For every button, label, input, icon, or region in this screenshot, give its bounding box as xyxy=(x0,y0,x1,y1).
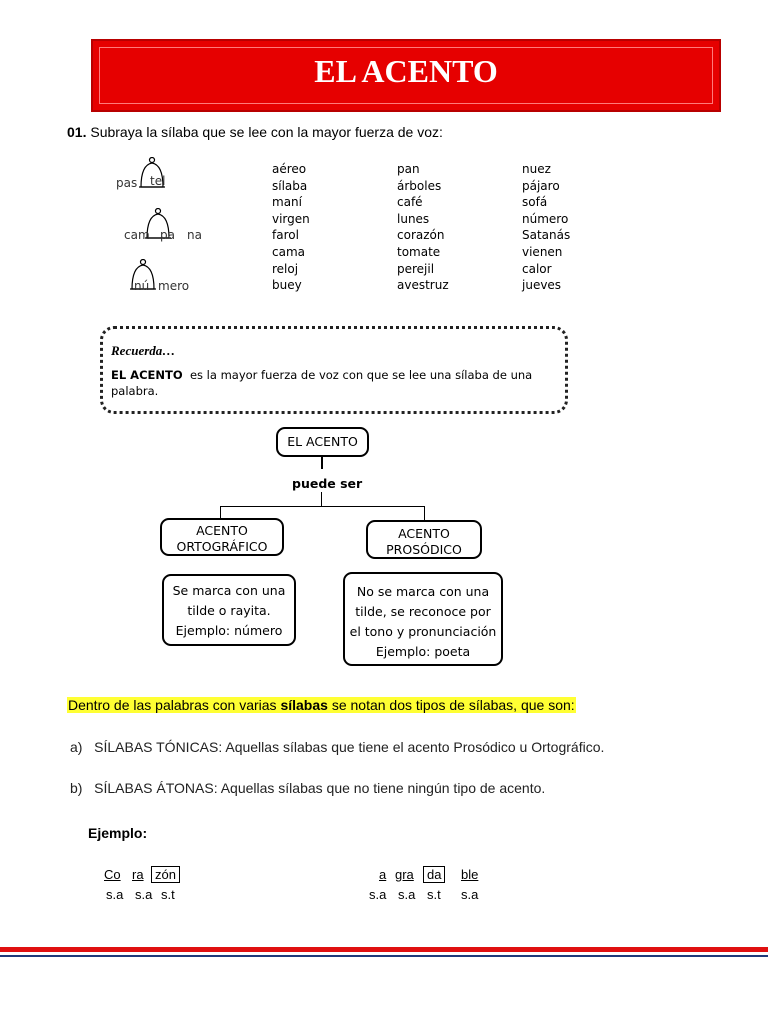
word: jueves xyxy=(522,278,562,293)
example2-label: s.a xyxy=(398,887,416,902)
highlight-text-after: se notan dos tipos de sílabas, que son: xyxy=(331,697,575,713)
bell-syllable: mero xyxy=(158,279,190,293)
connector-line xyxy=(321,492,322,506)
item-text: SÍLABAS ÁTONAS: Aquellas sílabas que no tiene ningún tipo de acento. xyxy=(94,780,546,796)
example2-syllable: a xyxy=(379,867,387,882)
question-text: Subraya la sílaba que se lee con la mayor fuerza de voz: xyxy=(90,124,443,140)
word: farol xyxy=(272,228,299,243)
word: maní xyxy=(272,195,302,210)
node-desc: el tono y pronunciación xyxy=(349,624,497,639)
example1-label: s.t xyxy=(161,887,175,902)
diagram-desc-prosodico xyxy=(343,572,503,666)
highlight-bold: sílabas xyxy=(280,697,328,713)
bell-syllable: na xyxy=(187,228,202,242)
node-title: ORTOGRÁFICO xyxy=(176,539,268,554)
connector-line xyxy=(424,506,425,520)
word: perejil xyxy=(397,261,435,276)
word: sílaba xyxy=(272,178,308,193)
word: árboles xyxy=(397,178,442,193)
word-column-1 xyxy=(272,161,310,294)
word: avestruz xyxy=(397,278,449,293)
example2-stressed-syllable: da xyxy=(423,866,445,883)
word: nuez xyxy=(522,162,551,176)
item-b xyxy=(70,780,545,796)
node-desc: tilde, se reconoce por xyxy=(355,604,491,619)
node-desc: Se marca con una xyxy=(172,583,286,598)
diagram-node-prosodico xyxy=(366,520,482,559)
word: aéreo xyxy=(272,162,307,176)
word: reloj xyxy=(272,261,299,276)
diagram-desc-ortografico xyxy=(162,574,296,646)
word: cama xyxy=(272,244,305,259)
word: lunes xyxy=(397,211,430,226)
node-example: Ejemplo: poeta xyxy=(375,644,471,659)
question-number: 01. xyxy=(67,124,87,140)
word-column-3 xyxy=(522,161,570,294)
node-example: Ejemplo: número xyxy=(175,623,283,638)
item-text: SÍLABAS TÓNICAS: Aquellas sílabas que tiene el acento Prosódico u Ortográfico. xyxy=(94,739,605,755)
word: pan xyxy=(397,162,420,176)
example2-label: s.t xyxy=(427,887,441,902)
word: pájaro xyxy=(522,178,560,193)
diagram-node-ortografico xyxy=(160,518,284,556)
diagram-connector-label: puede ser xyxy=(292,476,363,491)
connector-line xyxy=(220,506,425,507)
example1-label: s.a xyxy=(106,887,124,902)
footer-red-rule xyxy=(0,947,768,952)
highlight-text-before: Dentro de las palabras con varias xyxy=(68,697,277,713)
example1-label: s.a xyxy=(135,887,153,902)
page-title: EL ACENTO xyxy=(314,53,498,89)
example1-syllable: ra xyxy=(132,867,144,882)
word: sofá xyxy=(522,195,548,210)
question-01 xyxy=(67,124,443,140)
word: corazón xyxy=(397,228,445,243)
example2-syllable: gra xyxy=(395,867,414,882)
title-banner xyxy=(91,39,721,112)
example-heading: Ejemplo: xyxy=(88,825,148,841)
example1-syllable: Co xyxy=(104,867,121,882)
bell-syllable: nú xyxy=(134,279,150,293)
word: virgen xyxy=(272,211,310,226)
bell-syllable: pa xyxy=(160,228,175,242)
item-marker: b) xyxy=(70,780,83,796)
highlight-sentence xyxy=(67,697,576,713)
node-title: ACENTO xyxy=(398,526,450,541)
example2-syllable: ble xyxy=(461,867,479,882)
node-title: ACENTO xyxy=(196,523,248,538)
recuerda-term: EL ACENTO xyxy=(111,368,183,382)
example1-stressed-syllable: zón xyxy=(151,866,180,883)
node-title: PROSÓDICO xyxy=(386,542,462,557)
word: buey xyxy=(272,278,302,293)
example2-label: s.a xyxy=(369,887,387,902)
footer-blue-rule xyxy=(0,955,768,957)
diagram-root-label: EL ACENTO xyxy=(287,434,358,449)
word: calor xyxy=(522,261,552,276)
node-desc: No se marca con una xyxy=(356,584,490,599)
word: Satanás xyxy=(522,228,571,243)
bell-syllable: cam xyxy=(124,228,150,242)
word-column-2 xyxy=(397,161,449,294)
bell-syllable: pas xyxy=(116,176,138,190)
recuerda-title: Recuerda… xyxy=(111,343,176,358)
recuerda-text xyxy=(111,367,559,399)
bell-syllable: tel xyxy=(150,174,166,188)
word: café xyxy=(397,195,423,210)
word: tomate xyxy=(397,244,441,259)
word: número xyxy=(522,211,569,226)
word: vienen xyxy=(522,244,563,259)
node-desc: tilde o rayita. xyxy=(187,603,271,618)
item-a xyxy=(70,739,604,755)
diagram-root xyxy=(276,427,369,457)
connector-line xyxy=(321,457,323,469)
example2-label: s.a xyxy=(461,887,479,902)
recuerda-definition: es la mayor fuerza de voz con que se lee una sílaba de una palabra. xyxy=(111,368,533,398)
item-marker: a) xyxy=(70,739,83,755)
